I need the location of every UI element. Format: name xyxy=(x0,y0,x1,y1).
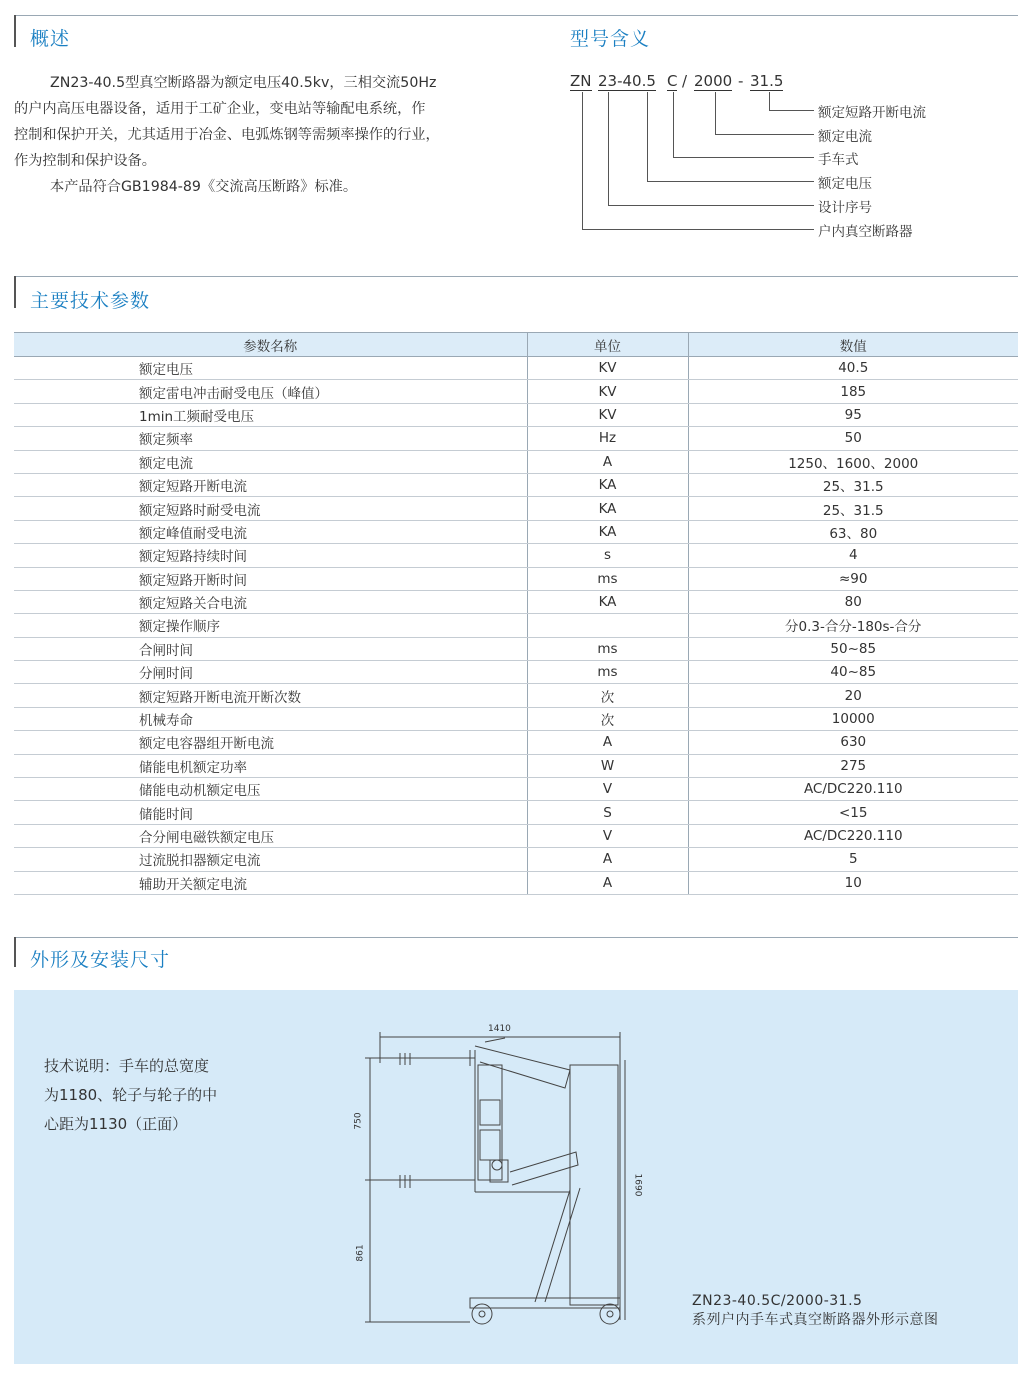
spec-value: 20 xyxy=(688,684,1018,707)
dim-label-height: 1690 xyxy=(632,1173,643,1197)
spec-param-name: 储能电机额定功率 xyxy=(14,754,527,777)
spec-value: 185 xyxy=(688,380,1018,403)
tech-note xyxy=(44,1052,254,1139)
spec-param-name: 额定电流 xyxy=(14,450,527,473)
spec-unit: KA xyxy=(527,590,688,613)
spec-unit: ms xyxy=(527,637,688,660)
spec-value: 63、80 xyxy=(688,520,1018,543)
overview-title: 概述 xyxy=(30,28,71,50)
spec-unit: KV xyxy=(527,357,688,380)
header-value: 数值 xyxy=(688,333,1018,357)
spec-param-name: 储能时间 xyxy=(14,801,527,824)
spec-row xyxy=(14,824,1018,847)
spec-param-name: 过流脱扣器额定电流 xyxy=(14,848,527,871)
spec-param-name: 分闸时间 xyxy=(14,661,527,684)
spec-param-name: 额定操作顺序 xyxy=(14,614,527,637)
spec-row xyxy=(14,778,1018,801)
overview-line-2: 的户内高压电器设备，适用于工矿企业，变电站等输配电系统，作 xyxy=(14,101,426,117)
dim-label-width: 1410 xyxy=(488,1024,511,1034)
spec-param-name: 合闸时间 xyxy=(14,637,527,660)
spec-param-name: 额定短路关合电流 xyxy=(14,590,527,613)
spec-row xyxy=(14,707,1018,730)
spec-row xyxy=(14,801,1018,824)
dimensions-header-bar xyxy=(14,937,16,967)
spec-row xyxy=(14,403,1018,426)
meaning-label-design-number: 设计序号 xyxy=(818,200,872,216)
spec-value: 25、31.5 xyxy=(688,473,1018,496)
spec-unit: 次 xyxy=(527,707,688,730)
spec-unit: A xyxy=(527,871,688,894)
spec-value: 630 xyxy=(688,731,1018,754)
specs-header-row xyxy=(14,333,1018,357)
code-part-type: C xyxy=(667,72,678,90)
code-part-current: 2000 xyxy=(694,72,733,90)
spec-unit: A xyxy=(527,450,688,473)
specs-header-line xyxy=(14,276,1018,277)
tech-note-line-1: 技术说明：手车的总宽度 xyxy=(44,1057,210,1075)
spec-row xyxy=(14,427,1018,450)
spec-row xyxy=(14,637,1018,660)
spec-row xyxy=(14,497,1018,520)
spec-unit: ms xyxy=(527,661,688,684)
spec-param-name: 额定电压 xyxy=(14,357,527,380)
meaning-label-breaking-current: 额定短路开断电流 xyxy=(818,105,926,121)
spec-param-name: 额定频率 xyxy=(14,427,527,450)
caption-model: ZN23-40.5C/2000-31.5 xyxy=(692,1293,863,1309)
spec-row xyxy=(14,544,1018,567)
spec-value: 95 xyxy=(688,403,1018,426)
spec-value: 25、31.5 xyxy=(688,497,1018,520)
spec-row xyxy=(14,357,1018,380)
spec-unit: 次 xyxy=(527,684,688,707)
overview-line-1: ZN23-40.5型真空断路器为额定电压40.5kv，三相交流50Hz xyxy=(50,75,437,91)
spec-value: 4 xyxy=(688,544,1018,567)
spec-value: 50 xyxy=(688,427,1018,450)
spec-unit: KA xyxy=(527,520,688,543)
spec-unit: s xyxy=(527,544,688,567)
spec-unit: ms xyxy=(527,567,688,590)
breaker-outline-drawing xyxy=(340,1020,660,1340)
spec-value: <15 xyxy=(688,801,1018,824)
spec-value: 50~85 xyxy=(688,637,1018,660)
spec-row xyxy=(14,871,1018,894)
spec-value: AC/DC220.110 xyxy=(688,778,1018,801)
overview-header-bar xyxy=(14,15,16,47)
spec-value: 40.5 xyxy=(688,357,1018,380)
dimensions-header-line xyxy=(14,937,1018,938)
spec-unit: A xyxy=(527,848,688,871)
spec-unit: KV xyxy=(527,380,688,403)
spec-unit xyxy=(527,614,688,637)
spec-value: 分0.3-合分-180s-合分 xyxy=(688,614,1018,637)
spec-row xyxy=(14,848,1018,871)
spec-param-name: 储能电动机额定电压 xyxy=(14,778,527,801)
meaning-label-rated-voltage: 额定电压 xyxy=(818,176,872,192)
spec-unit: W xyxy=(527,754,688,777)
meaning-label-rated-current: 额定电流 xyxy=(818,129,872,145)
spec-unit: A xyxy=(527,731,688,754)
spec-value: 1250、1600、2000 xyxy=(688,450,1018,473)
spec-param-name: 额定短路持续时间 xyxy=(14,544,527,567)
meaning-label-truck-type: 手车式 xyxy=(818,152,859,168)
overview-line-3: 控制和保护开关，尤其适用于冶金、电弧炼钢等需频率操作的行业， xyxy=(14,127,440,143)
spec-value: 10000 xyxy=(688,707,1018,730)
spec-param-name: 额定电容器组开断电流 xyxy=(14,731,527,754)
caption-description: 系列户内手车式真空断路器外形示意图 xyxy=(692,1312,939,1328)
spec-param-name: 辅助开关额定电流 xyxy=(14,871,527,894)
spec-value: 80 xyxy=(688,590,1018,613)
spec-row xyxy=(14,614,1018,637)
overview-standard: 本产品符合GB1984-89《交流高压断路》标准。 xyxy=(50,179,358,195)
spec-param-name: 机械寿命 xyxy=(14,707,527,730)
spec-param-name: 1min工频耐受电压 xyxy=(14,403,527,426)
spec-row xyxy=(14,661,1018,684)
code-part-slash: / xyxy=(682,72,688,90)
overview-text xyxy=(14,70,539,200)
spec-row xyxy=(14,450,1018,473)
specs-table xyxy=(14,332,1018,895)
code-part-dash: - xyxy=(738,72,744,90)
header-param-name: 参数名称 xyxy=(14,333,527,357)
spec-unit: V xyxy=(527,824,688,847)
spec-value: 40~85 xyxy=(688,661,1018,684)
spec-value: 275 xyxy=(688,754,1018,777)
spec-unit: Hz xyxy=(527,427,688,450)
specs-header-bar xyxy=(14,276,16,308)
spec-row xyxy=(14,380,1018,403)
spec-unit: KA xyxy=(527,497,688,520)
dimensions-title: 外形及安装尺寸 xyxy=(30,949,171,971)
spec-row xyxy=(14,473,1018,496)
spec-param-name: 合分闸电磁铁额定电压 xyxy=(14,824,527,847)
spec-param-name: 额定雷电冲击耐受电压（峰值） xyxy=(14,380,527,403)
spec-param-name: 额定短路开断时间 xyxy=(14,567,527,590)
spec-param-name: 额定短路开断电流 xyxy=(14,473,527,496)
spec-row xyxy=(14,731,1018,754)
spec-row xyxy=(14,520,1018,543)
spec-value: AC/DC220.110 xyxy=(688,824,1018,847)
spec-unit: KV xyxy=(527,403,688,426)
specs-title: 主要技术参数 xyxy=(30,290,151,312)
dim-label-upper: 750 xyxy=(353,1112,364,1130)
spec-value: 5 xyxy=(688,848,1018,871)
overview-line-4: 作为控制和保护设备。 xyxy=(14,153,156,169)
spec-param-name: 额定短路时耐受电流 xyxy=(14,497,527,520)
spec-param-name: 额定峰值耐受电流 xyxy=(14,520,527,543)
spec-unit: S xyxy=(527,801,688,824)
spec-param-name: 额定短路开断电流开断次数 xyxy=(14,684,527,707)
code-part-breaking: 31.5 xyxy=(750,72,784,90)
drawing-caption xyxy=(692,1292,939,1330)
meaning-label-indoor-vacuum: 户内真空断路器 xyxy=(818,224,913,240)
spec-value: 10 xyxy=(688,871,1018,894)
spec-row xyxy=(14,567,1018,590)
tech-note-line-2: 为1180、轮子与轮子的中 xyxy=(44,1086,218,1104)
spec-row xyxy=(14,684,1018,707)
spec-value: ≈90 xyxy=(688,567,1018,590)
spec-row xyxy=(14,754,1018,777)
overview-header-line xyxy=(14,15,1018,16)
header-unit: 单位 xyxy=(527,333,688,357)
spec-unit: V xyxy=(527,778,688,801)
model-meaning-title: 型号含义 xyxy=(570,28,651,50)
dim-label-lower: 861 xyxy=(355,1244,366,1262)
spec-row xyxy=(14,590,1018,613)
code-part-series: 23-40.5 xyxy=(598,72,656,90)
tech-note-line-3: 心距为1130（正面） xyxy=(44,1115,188,1133)
code-part-zn: ZN xyxy=(570,72,592,90)
spec-unit: KA xyxy=(527,473,688,496)
breaker-outline-svg xyxy=(340,1020,660,1340)
